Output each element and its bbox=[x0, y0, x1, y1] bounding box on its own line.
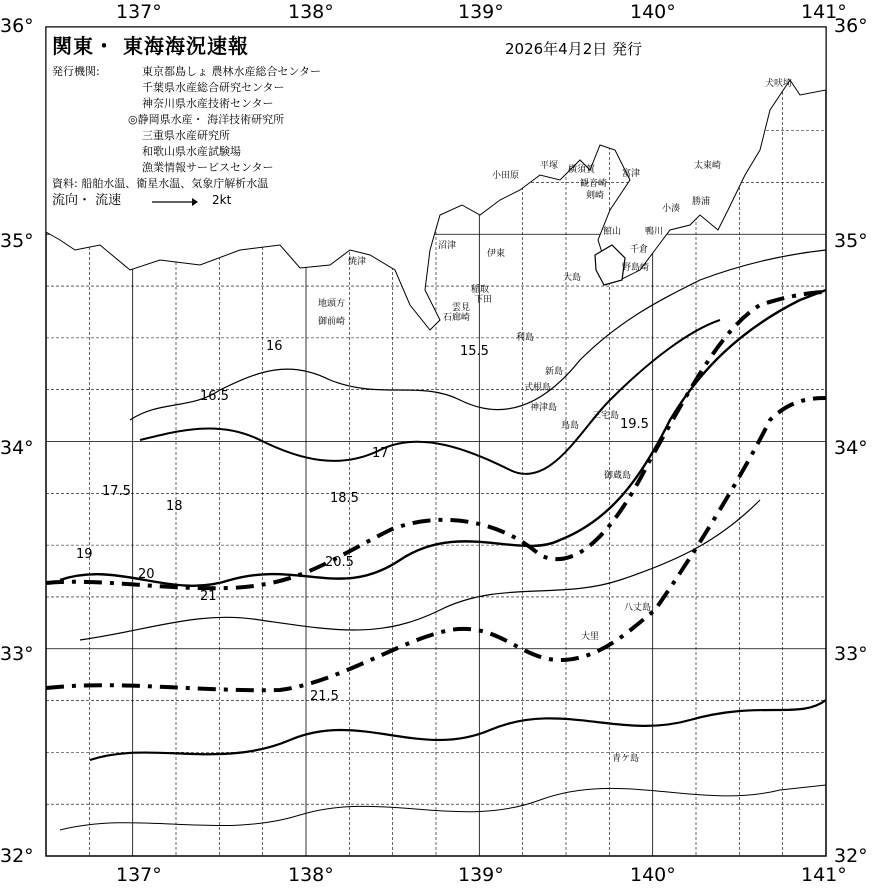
issuer-1: 千葉県水産総合研究センター bbox=[142, 81, 285, 94]
flow-scale-label: 2kt bbox=[212, 193, 232, 207]
lat-label-33: 33° bbox=[0, 643, 34, 665]
lon-label-139-bottom: 139° bbox=[458, 864, 504, 886]
issuer-0: 東京都島しょ 農林水産総合センター bbox=[142, 65, 322, 78]
contour-label-20: 20 bbox=[138, 567, 155, 582]
place-inatori: 稲取 bbox=[471, 285, 490, 295]
contour-label-20-5: 20.5 bbox=[325, 555, 354, 570]
contour-label-19: 19 bbox=[76, 547, 93, 562]
lat-label-32: 32° bbox=[0, 845, 34, 867]
place-mikurajima: 御蔵島 bbox=[604, 471, 632, 481]
lat-label-32-right: 32° bbox=[834, 845, 868, 867]
lat-label-33-right: 33° bbox=[834, 643, 868, 665]
place-odawara: 小田原 bbox=[492, 171, 520, 181]
place-oshima: 大島 bbox=[563, 273, 582, 283]
contour-label-17-5: 17.5 bbox=[102, 484, 131, 499]
contour-label-21: 21 bbox=[200, 589, 217, 604]
issuer-5: 和歌山県水産試験場 bbox=[142, 145, 241, 158]
place-niijima: 新島 bbox=[545, 367, 564, 377]
place-kominato: 小湊 bbox=[662, 204, 681, 214]
place-shimoda: 下田 bbox=[474, 295, 493, 305]
place-aogashima: 青ケ島 bbox=[612, 754, 640, 764]
lon-label-140: 140° bbox=[630, 1, 676, 23]
contour-label-16: 16 bbox=[266, 339, 283, 354]
place-ito: 伊東 bbox=[487, 249, 506, 259]
place-kozushima: 神津島 bbox=[530, 403, 558, 413]
issuer-4: 三重県水産研究所 bbox=[142, 129, 230, 142]
place-shikinejima: 式根島 bbox=[524, 383, 552, 393]
flow-legend-label: 流向・ 流速 bbox=[52, 193, 122, 208]
flow-arrow-icon bbox=[150, 196, 200, 208]
lon-label-141: 141° bbox=[801, 1, 847, 23]
contour-label-18: 18 bbox=[166, 499, 183, 514]
place-osato: 大里 bbox=[581, 632, 600, 642]
lon-label-139: 139° bbox=[458, 1, 504, 23]
contour-label-15-5: 15.5 bbox=[460, 344, 489, 359]
place-irozaki: 石廊崎 bbox=[443, 313, 471, 323]
place-inubosaki: 犬吠埼 bbox=[765, 79, 793, 89]
lon-label-137-bottom: 137° bbox=[116, 864, 162, 886]
contour-label-17: 17 bbox=[372, 446, 389, 461]
issuer-label: 発行機関: bbox=[52, 65, 100, 78]
contour-label-21-5: 21.5 bbox=[310, 689, 339, 704]
place-numazu: 沼津 bbox=[438, 241, 457, 251]
place-nojimazaki: 野島崎 bbox=[622, 263, 650, 273]
place-toshima: 利島 bbox=[516, 333, 535, 343]
lon-label-137: 137° bbox=[116, 1, 162, 23]
place-hachijojima: 八丈島 bbox=[624, 603, 652, 613]
place-yokosuka: 横須賀 bbox=[568, 165, 596, 175]
issuer-6: 漁業情報サービスセンター bbox=[142, 161, 274, 174]
place-kumomi: 雲見 bbox=[452, 303, 471, 313]
place-tateyama: 館山 bbox=[603, 227, 622, 237]
lat-label-36-right: 36° bbox=[834, 15, 868, 37]
place-katsuura: 勝浦 bbox=[692, 197, 711, 207]
place-torishima: 鳥島 bbox=[561, 421, 580, 431]
issuer-3: ◎静岡県水産・ 海洋技術研究所 bbox=[128, 113, 285, 126]
issuer-2: 神奈川県水産技術センター bbox=[142, 97, 274, 110]
lat-label-34-right: 34° bbox=[834, 437, 868, 459]
place-hiratsuka: 平塚 bbox=[540, 161, 559, 171]
place-miyakejima: 三宅島 bbox=[592, 411, 620, 421]
data-sources: 資料: 船舶水温、衛星水温、気象庁解析水温 bbox=[52, 177, 269, 190]
contour-label-18-5: 18.5 bbox=[330, 491, 359, 506]
place-jitokata: 地頭方 bbox=[318, 299, 346, 309]
lat-label-35-right: 35° bbox=[834, 230, 868, 252]
lat-label-36: 36° bbox=[0, 15, 34, 37]
place-chikura: 千倉 bbox=[630, 245, 649, 255]
place-futtsu: 富津 bbox=[622, 169, 641, 179]
place-taitozaki: 太東崎 bbox=[694, 161, 722, 171]
lat-label-34: 34° bbox=[0, 437, 34, 459]
place-tsurugizaki: 剣崎 bbox=[586, 191, 605, 201]
lon-label-138-bottom: 138° bbox=[288, 864, 334, 886]
issue-date: 2026年4月2日 発行 bbox=[505, 40, 643, 58]
contour-label-16-5: 16.5 bbox=[200, 389, 229, 404]
contour-label-19-5: 19.5 bbox=[620, 417, 649, 432]
lat-label-35: 35° bbox=[0, 230, 34, 252]
lon-label-141-bottom: 141° bbox=[801, 864, 847, 886]
lon-label-138: 138° bbox=[288, 1, 334, 23]
place-kamogawa: 鴨川 bbox=[645, 227, 664, 237]
map-title: 関東・ 東海海況速報 bbox=[52, 34, 249, 58]
place-kannonzaki: 観音崎 bbox=[580, 179, 608, 189]
place-omaezaki: 御前崎 bbox=[318, 317, 346, 327]
place-yaizu: 焼津 bbox=[348, 257, 367, 267]
lon-label-140-bottom: 140° bbox=[630, 864, 676, 886]
